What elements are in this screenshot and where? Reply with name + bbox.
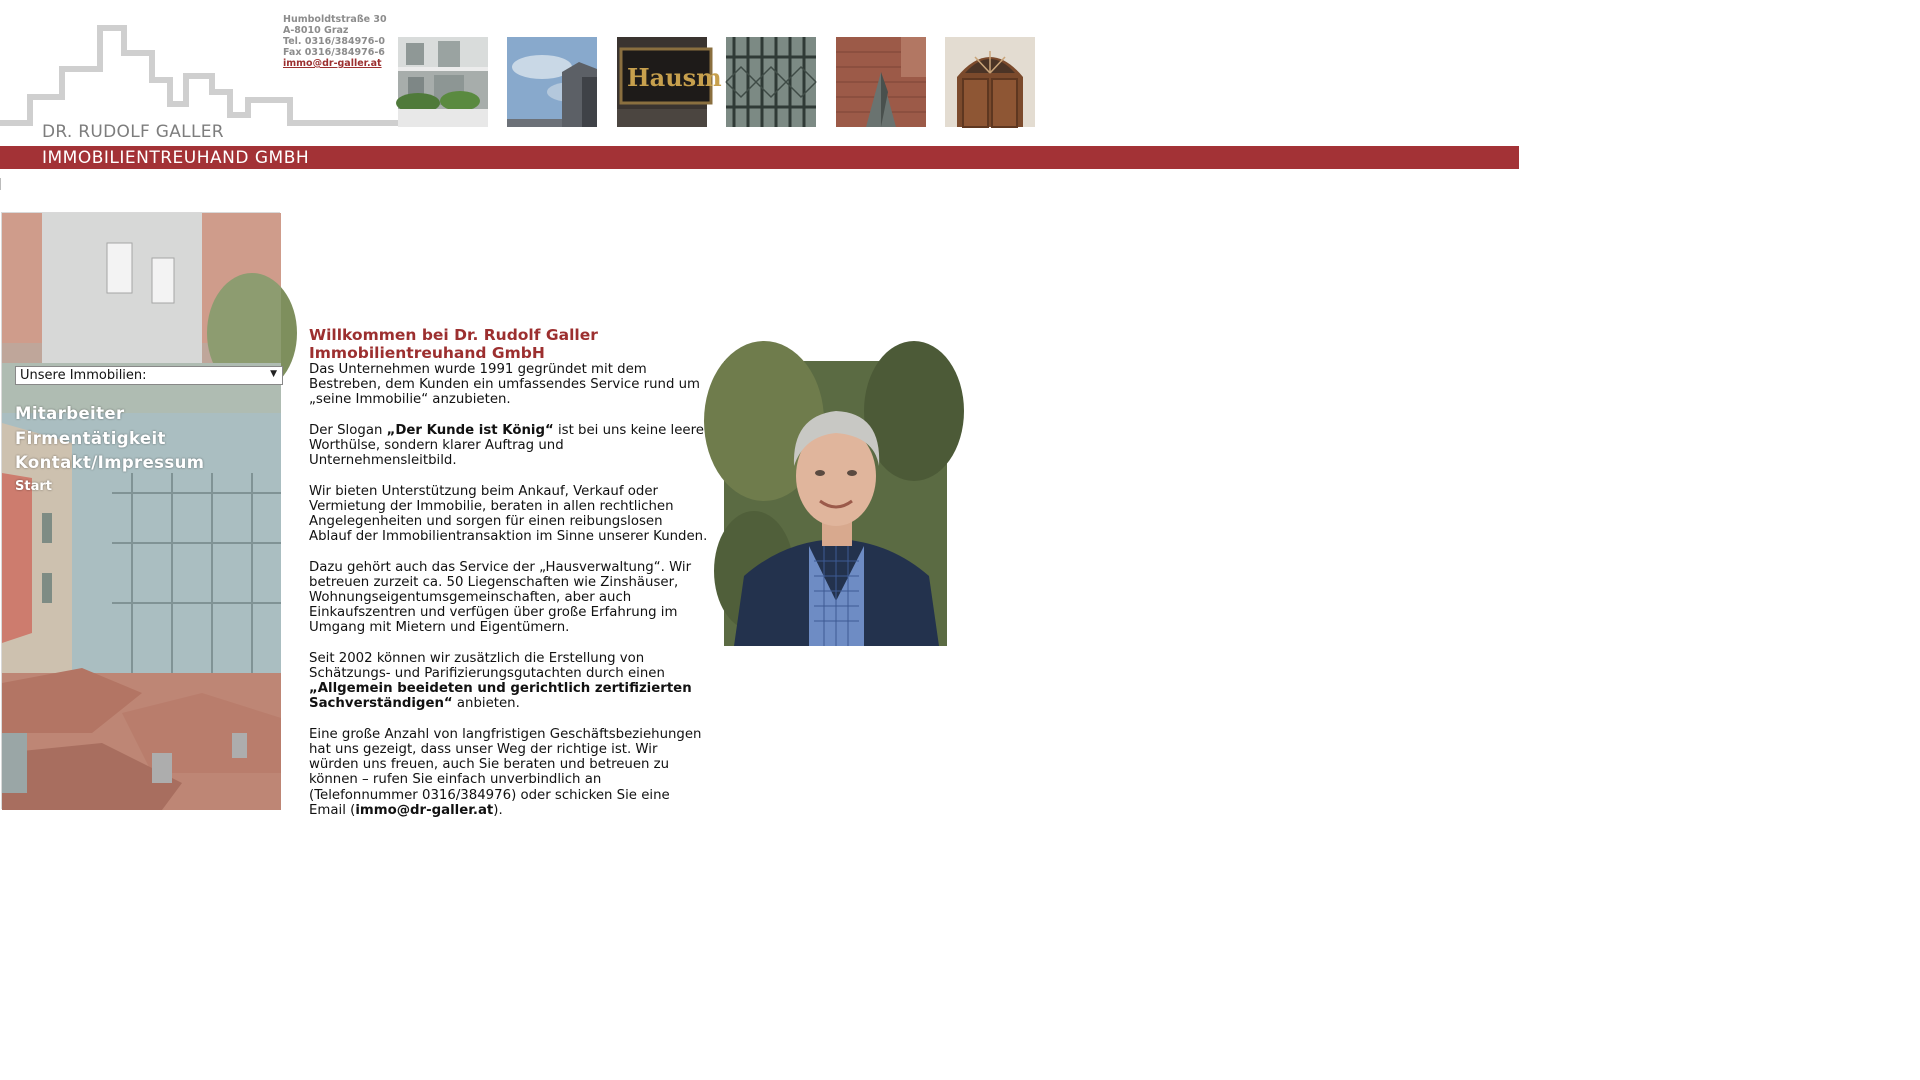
slogan-text-c: ist bei uns keine leere Worthülse, sondern klarer Auftrag und Unternehmensleitbild.	[309, 422, 704, 469]
sidebar-panel	[1, 212, 280, 809]
email-link[interactable]: immo@dr-galler.at	[283, 58, 382, 69]
address-city: A-8010 Graz	[283, 25, 349, 36]
sidebar-nav	[15, 402, 204, 497]
brick-roof-photo	[836, 37, 926, 127]
main-content	[309, 327, 709, 833]
contact-email[interactable]: immo@dr-galler.at	[355, 802, 494, 818]
chevron-down-icon: ▼	[270, 369, 277, 379]
company-name: DR. RUDOLF GALLER	[42, 122, 224, 142]
intro-paragraph: Das Unternehmen wurde 1991 gegründet mit dem Bestreben, dem Kunden ein umfassendes Service rund um „seine Immobilie“ anzubieten.	[309, 362, 701, 408]
expert-text-a: Seit 2002 können wir zusätzlich die Erstellung von Schätzungs- und Parifizierungsgutachten durch einen	[309, 650, 665, 681]
contact-text-a: Eine große Anzahl von langfristigen Geschäftsbeziehungen hat uns gezeigt, dass unser Weg der richtige ist. Wir würden uns freuen, auch Sie beraten und betreuen zu können – rufen Sie einfach unverbindlich an (Telefonnummer 0316/384976) oder schicken Sie eine Email (	[309, 726, 702, 818]
page-title	[309, 327, 709, 362]
properties-select[interactable]	[15, 366, 283, 385]
slogan-paragraph	[309, 423, 709, 469]
contact-text-c: ).	[493, 802, 503, 818]
nav-item-start[interactable]: Start	[15, 478, 52, 494]
graz-city-photo	[2, 213, 281, 810]
arched-door-photo	[945, 37, 1035, 127]
hausm-sign-photo	[617, 37, 722, 127]
management-paragraph: Dazu gehört auch das Service der „Hausverwaltung“. Wir betreuen zurzeit ca. 50 Liegenschaften wie Zinshäuser, Wohnungseigentumsgemeinschaften, aber auch Einkaufszentren und verfügen über große Erfahrung im Umgang mit Mietern und Eigentümern.	[309, 559, 692, 636]
header-bar	[0, 146, 1519, 169]
contact-address	[283, 14, 387, 69]
nav-item-mitarbeiter[interactable]: Mitarbeiter	[15, 404, 125, 423]
address-phone: Tel. 0316/384976-0	[283, 36, 385, 47]
expert-paragraph	[309, 651, 709, 712]
contact-paragraph	[309, 727, 709, 818]
slogan-text-a: Der Slogan	[309, 422, 387, 438]
expert-text-c: anbieten.	[452, 696, 520, 712]
company-subtitle: IMMOBILIENTREUHAND GMBH	[42, 148, 310, 168]
address-street: Humboldtstraße 30	[283, 14, 387, 25]
page-title-line2: Immobilientreuhand GmbH	[309, 343, 545, 362]
balcony-photo	[398, 37, 488, 127]
expert-bold: „Allgemein beeideten und gerichtlich zertifizierten Sachverständigen“	[309, 681, 692, 712]
nav-item-kontakt[interactable]: Kontakt/Impressum	[15, 453, 205, 472]
svg-text:Hausm: Hausm	[627, 63, 722, 92]
divider	[0, 178, 1, 190]
properties-select-value: Unsere Immobilien:	[20, 368, 147, 383]
portrait-photo	[724, 361, 947, 646]
services-paragraph: Wir bieten Unterstützung beim Ankauf, Verkauf oder Vermietung der Immobilie, beraten in allen rechtlichen Angelegenheiten und sorgen für einen reibungslosen Ablauf der Immobilientransaktion im Sinne unserer Kunden.	[309, 483, 708, 545]
address-fax: Fax 0316/384976-6	[283, 47, 385, 58]
iron-gate-photo	[726, 37, 816, 127]
page-title-line1: Willkommen bei Dr. Rudolf Galler	[309, 326, 598, 344]
sky-building-photo	[507, 37, 597, 127]
slogan-bold: „Der Kunde ist König“	[386, 422, 554, 438]
nav-item-firmentaetigkeit[interactable]: Firmentätigkeit	[15, 428, 166, 448]
